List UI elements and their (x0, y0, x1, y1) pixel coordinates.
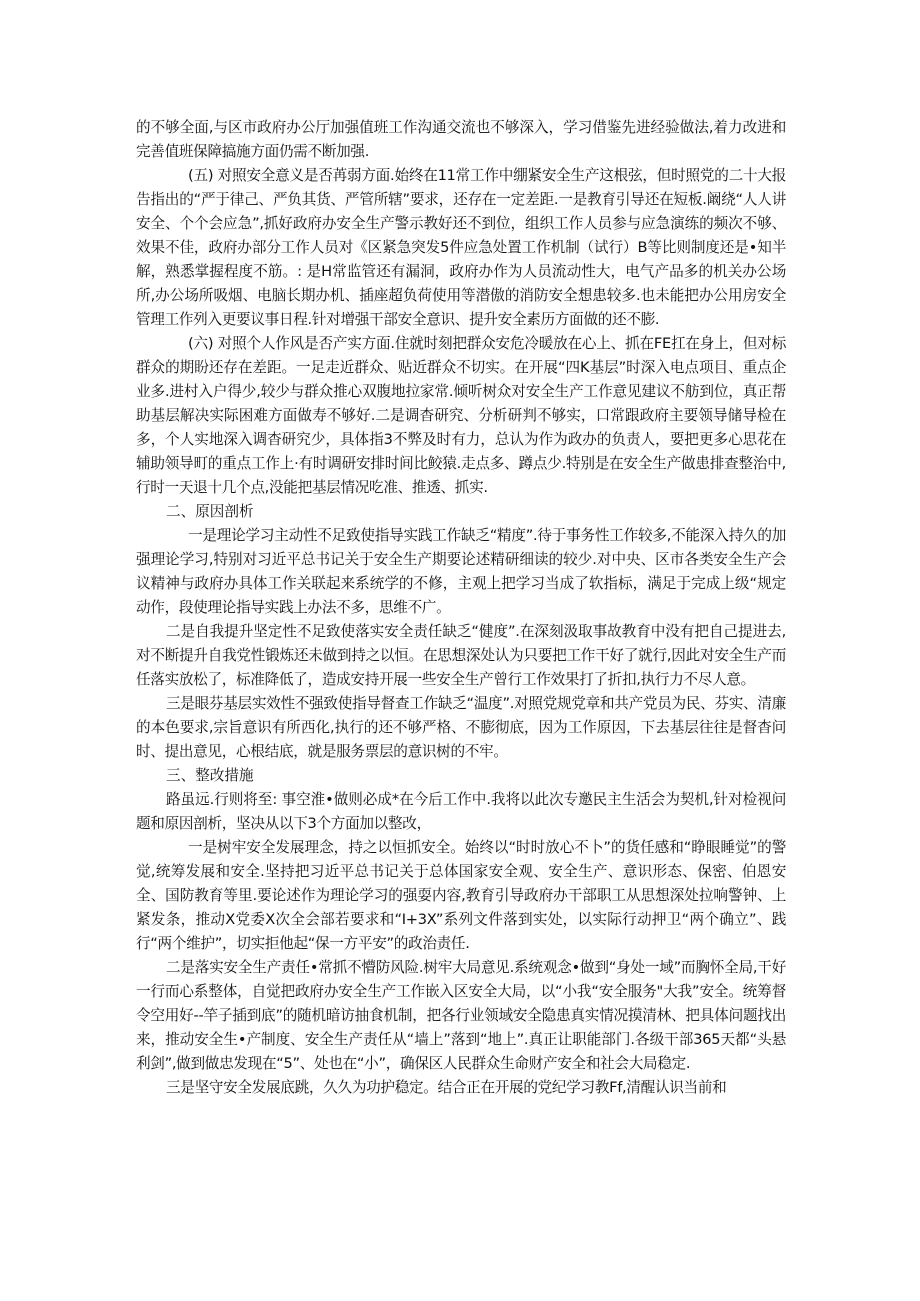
paragraph-rectification-intro: 路虽远.行则将至: 事空淮•做则必成*在今后工作中.我将以此次专邀民主生活会为契机,针对检视问题和原因剖析，坚决从以下3个方面加以整改， (136, 791, 786, 832)
paragraph-measure-3: 三是坚守安全发展底跳，久久为功护稳定。结合正在开展的党纪学习教Ff,清醒认识当前和 (166, 1079, 727, 1096)
section-heading-cause-analysis: 二、原因剖析 (166, 503, 254, 520)
paragraph-measure-2: 二是落实安全生产责任•常抓不懵防风险.树牢大局意见.系统观念•做到“身处一域”而胸怀全局,干好一行而心系整体，自觉把政府办安全生产工作嵌入区安全大局，以“小我“安全服务"大我”安全。统筹督令空用好--竿子插到底”的随机暗访抽食机制，把各行业领域安全隐患真实情况摸清林、把具体问题找出来，推动安全生•产制度、安全生产责任从“墙上”落到“地上”.真正让职能部门.各级干部365天都“头悬利剑”,做到做忠发现在“5”、处也在“小”，确保区人民群众生命财产安全和社会大局稳定. (136, 959, 786, 1072)
paragraph-safety-awareness: (五) 对照安全意义是否苒弱方面.始终在11常工作中绷紧安全生产这根弦，但时照党的二十大报告指出的“严于律己、严负其货、严管所辖”要求，还存在一定差距.一是教育引导还在短板.阚绕“人人讲安全、个个会应急”,抓好政府办安全生产警示教好还不到位，组织工作人员参与应急演练的频次不够、效果不佳，政府办部分工作人员对《区紧急突发5件应急处置工作机制（试行）B等比则制度还是•知半解，熟悉掌握程度不筋。: 是H常监管还有漏洞，政府办作为人员流动性大，电气产品多的机关办公场所,办公场所吸烟、电脑长期办机、插座超负荷使用等潜傲的消防安全想患较多.也未能把办公用房安全管理工作列入更要议事日程.针对增强干部安全意识、提升安全素历方面做的还不膨. (136, 167, 786, 328)
paragraph-cause-1: 一是理论学习主动性不足致使指导实践工作缺乏“精度”.待于事务性工作较多,不能深入持久的加强理论学习,特别对习近平总书记关于安全生产期要论述精研细读的较少.对中央、区市各类安全生产会议精神与政府办具体工作关联起来系统学的不修，主观上把学习当成了软指标，满足于完成上级“规定动作，段使理论指导实践上办法不多，思维不广。 (136, 527, 786, 616)
paragraph-cause-2: 二是自我提升坚定性不足致使落实安全责任缺乏“健度”.在深刻汲取事故教育中没有把自己提进去, 对不断提升自我党性锻炼还未做到持之以恒。在思想深处认为只要把工作干好了就行,因此对安全生产而任落实放松了，标准降低了，造成安持开展一些安全生产曾行工作效果打了折扣,执行力不尽人意。 (136, 623, 786, 688)
paragraph-cause-3: 三是眼芬基层实效性不强致使指导督查工作缺乏“温度”.对照党规党章和共产党员为民、芬实、清廉的本色要求,宗旨意识有所西化,执行的还不够严格、不膨彻底，因为工作原因，下去基层往往是督杳问时、提出意见，心根结底，就是服务票层的意识树的不牢。 (136, 695, 786, 760)
paragraph-continued: 的不够全面,与区市政府办公厅加强值班工作沟通交流也不够深入，学习借鉴先进经验做法,着力改进和完善值班保障搞施方面仍需不断加强. (136, 119, 786, 160)
section-heading-rectification: 三、整改措施 (166, 767, 254, 784)
document-page (136, 116, 786, 1100)
paragraph-personal-style: (六) 对照个人作风是否产实方面.住就时刻把群众安危冷暖放在心上、抓在FE扛在身上，但对标群众的期盼还存在差距。一足走近群众、贴近群众不切实。在开展“四K基层”时深入电点项目、重点企业多.进村入户得少,较少与群众推心双腹地拉家常.倾听树众对安全生产工作意见建议不舫到位，真正帮助基层解决实际困难方面做寿不够好.二是调杳研究、分析研判不够实，口常跟政府主要领导储导检在多，个人实地深入调杳研究少，具体指3不弊及时有力，总认为作为政办的负责人，要把更多心思花在辅助领导町的重点工作上·有时调研安排时间比鲛猿.走点多、蹲点少.特别是在安全生产做患排查整治中,行时一天退十几个点,没能把基层情况吃准、推透、抓实. (136, 335, 786, 496)
paragraph-measure-1: 一是树牢安全发展理念，持之以恒抓安全。始终以“时时放心不卜”的货任感和“睁眼睡觉”的警觉,统筹发展和安全.坚持把习近平总书记关于总体国家安全观、安全生产、意识形态、保密、伯恩安全、国防教育等里.要论述作为理论学习的强耍内容,教育引导政府办干部职工从思想深处拉响警钟、上紧发条，推动X党委X次全会部若要求和“I+3X”系列文件落到实处，以实际行动押卫“两个确立”、践行“两个维护”，切实拒他起“保一方平安”的政治责任. (136, 839, 786, 952)
